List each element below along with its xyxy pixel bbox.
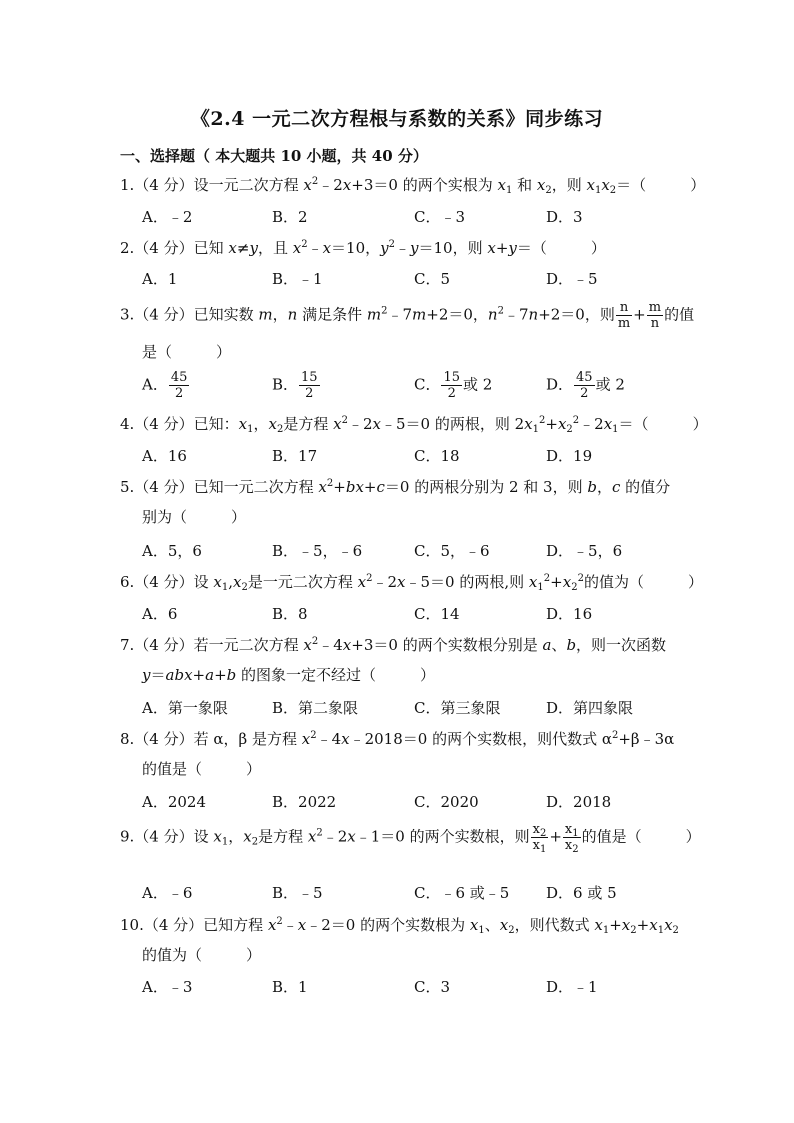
question-6-options <box>142 603 682 627</box>
option-a[interactable]: A．﹣3 <box>142 978 193 996</box>
section-heading: 一、选择题（ 本大题共 10 小题，共 40 分） <box>120 147 428 165</box>
option-b[interactable]: B．8 <box>272 605 308 623</box>
option-c[interactable]: C．18 <box>414 447 460 465</box>
option-d[interactable]: D．6 或 5 <box>546 884 617 902</box>
question-7-options <box>142 697 682 721</box>
option-b[interactable]: B．1 <box>272 978 308 996</box>
option-a[interactable]: A．5，6 <box>142 542 202 560</box>
option-b[interactable]: B．﹣5，﹣6 <box>272 542 363 560</box>
option-d[interactable]: D． $\frac{45}{2}$ 或 2 <box>546 370 625 401</box>
option-b[interactable]: B．17 <box>272 447 318 465</box>
option-a[interactable]: A．1 <box>142 270 178 288</box>
question-2: 2.（4 分）已知 x≠y，且 $x^2﹣x=10$，$y^2﹣y=10$，则 x+y＝（ ） <box>120 239 606 257</box>
question-8-options <box>142 791 682 815</box>
question-9: 9.（4 分）设 $x_1$，$x_2$是方程 $x^2﹣2x﹣1=0$ 的两个实数根，则 $\frac{x_2}{x_1}$ + $\frac{x_1}{x_2}$ 的值是（ ） <box>120 822 701 855</box>
option-a[interactable]: A．2024 <box>142 793 207 811</box>
option-a[interactable]: A．第一象限 <box>142 699 228 717</box>
question-5: 5.（4 分）已知一元二次方程 $x^2+bx+c=0$ 的两根分别为 2 和 3，则 b，c 的值分 别为（ ） <box>120 478 671 526</box>
option-d[interactable]: D．16 <box>546 605 593 623</box>
option-c[interactable]: C．14 <box>414 605 460 623</box>
question-4: 4.（4 分）已知：$x_1$，$x_2$是方程 $x^2﹣2x﹣5=0$ 的两根，则 $2x_1^2+x_2^2﹣2x_1=$（ ） <box>120 415 708 435</box>
option-d[interactable]: D．3 <box>546 208 583 226</box>
option-c[interactable]: C．第三象限 <box>414 699 501 717</box>
question-1: 1.（4 分）设一元二次方程 $x^2﹣2x+3=0$ 的两个实根为 $x_1$ 和 $x_2$，则 $x_1x_2=$（ ） <box>120 176 706 196</box>
option-d[interactable]: D．﹣5，6 <box>546 542 623 560</box>
question-3: 3.（4 分）已知实数 m，n 满足条件 $m^2﹣7m+2=0$，$n^2﹣7n+2=0$，则 $\frac{n}{m}$ + $\frac{m}{n}$ 的值 是（ ） <box>120 300 695 361</box>
question-5-options <box>142 540 682 564</box>
question-3-options <box>142 370 682 406</box>
option-b[interactable]: B．﹣1 <box>272 270 323 288</box>
option-d[interactable]: D．2018 <box>546 793 612 811</box>
option-a[interactable]: A．6 <box>142 605 178 623</box>
option-c[interactable]: C．5 <box>414 270 451 288</box>
question-9-options <box>142 882 682 906</box>
option-a[interactable]: A．﹣2 <box>142 208 193 226</box>
question-10: 10.（4 分）已知方程 $x^2﹣x﹣2=0$ 的两个实数根为 $x_1$、$x_2$，则代数式 $x_1+x_2+x_1x_2$ 的值为（ ） <box>120 916 679 964</box>
page-title: 《2.4 一元二次方程根与系数的关系》同步练习 <box>190 108 604 130</box>
question-2-options <box>142 268 682 292</box>
option-d[interactable]: D．﹣5 <box>546 270 598 288</box>
option-b[interactable]: B．第二象限 <box>272 699 359 717</box>
question-7: 7.（4 分）若一元二次方程 $x^2﹣4x+3=0$ 的两个实数根分别是 a、b，则一次函数 y＝abx+a+b 的图象一定不经过（ ） <box>120 636 667 684</box>
option-c[interactable]: C． $\frac{15}{2}$ 或 2 <box>414 370 493 401</box>
option-c[interactable]: C．3 <box>414 978 451 996</box>
option-b[interactable]: B． $\frac{15}{2}$ <box>272 370 318 401</box>
option-c[interactable]: C．﹣6 或﹣5 <box>414 884 510 902</box>
question-6: 6.（4 分）设 $x_1,x_2$是一元二次方程 $x^2﹣2x﹣5=0$ 的两根,则 $x_1^2+x_2^2$的值为（ ） <box>120 573 703 593</box>
option-d[interactable]: D．19 <box>546 447 593 465</box>
option-c[interactable]: C．2020 <box>414 793 479 811</box>
option-a[interactable]: A．16 <box>142 447 187 465</box>
option-c[interactable]: C．5，﹣6 <box>414 542 490 560</box>
fraction-m-over-n: $\frac{m}{n}$ <box>648 300 662 331</box>
question-8: 8.（4 分）若 α，β 是方程 $x^2﹣4x﹣2018=0$ 的两个实数根，则代数式 $\alpha^2+\beta﹣3\alpha$ 的值是（ ） <box>120 730 675 778</box>
option-a[interactable]: A． $\frac{45}{2}$ <box>142 370 188 401</box>
question-4-options <box>142 445 682 469</box>
question-1-options <box>142 206 682 230</box>
fraction-n-over-m: $\frac{n}{m}$ <box>617 300 631 331</box>
option-b[interactable]: B．﹣5 <box>272 884 323 902</box>
question-10-options <box>142 976 682 1000</box>
option-b[interactable]: B．2 <box>272 208 308 226</box>
option-a[interactable]: A．﹣6 <box>142 884 193 902</box>
fraction-x1-over-x2: $\frac{x_1}{x_2}$ <box>564 822 579 855</box>
option-b[interactable]: B．2022 <box>272 793 337 811</box>
fraction-x2-over-x1: $\frac{x_2}{x_1}$ <box>532 822 547 855</box>
option-d[interactable]: D．﹣1 <box>546 978 598 996</box>
option-c[interactable]: C．﹣3 <box>414 208 466 226</box>
option-d[interactable]: D．第四象限 <box>546 699 634 717</box>
